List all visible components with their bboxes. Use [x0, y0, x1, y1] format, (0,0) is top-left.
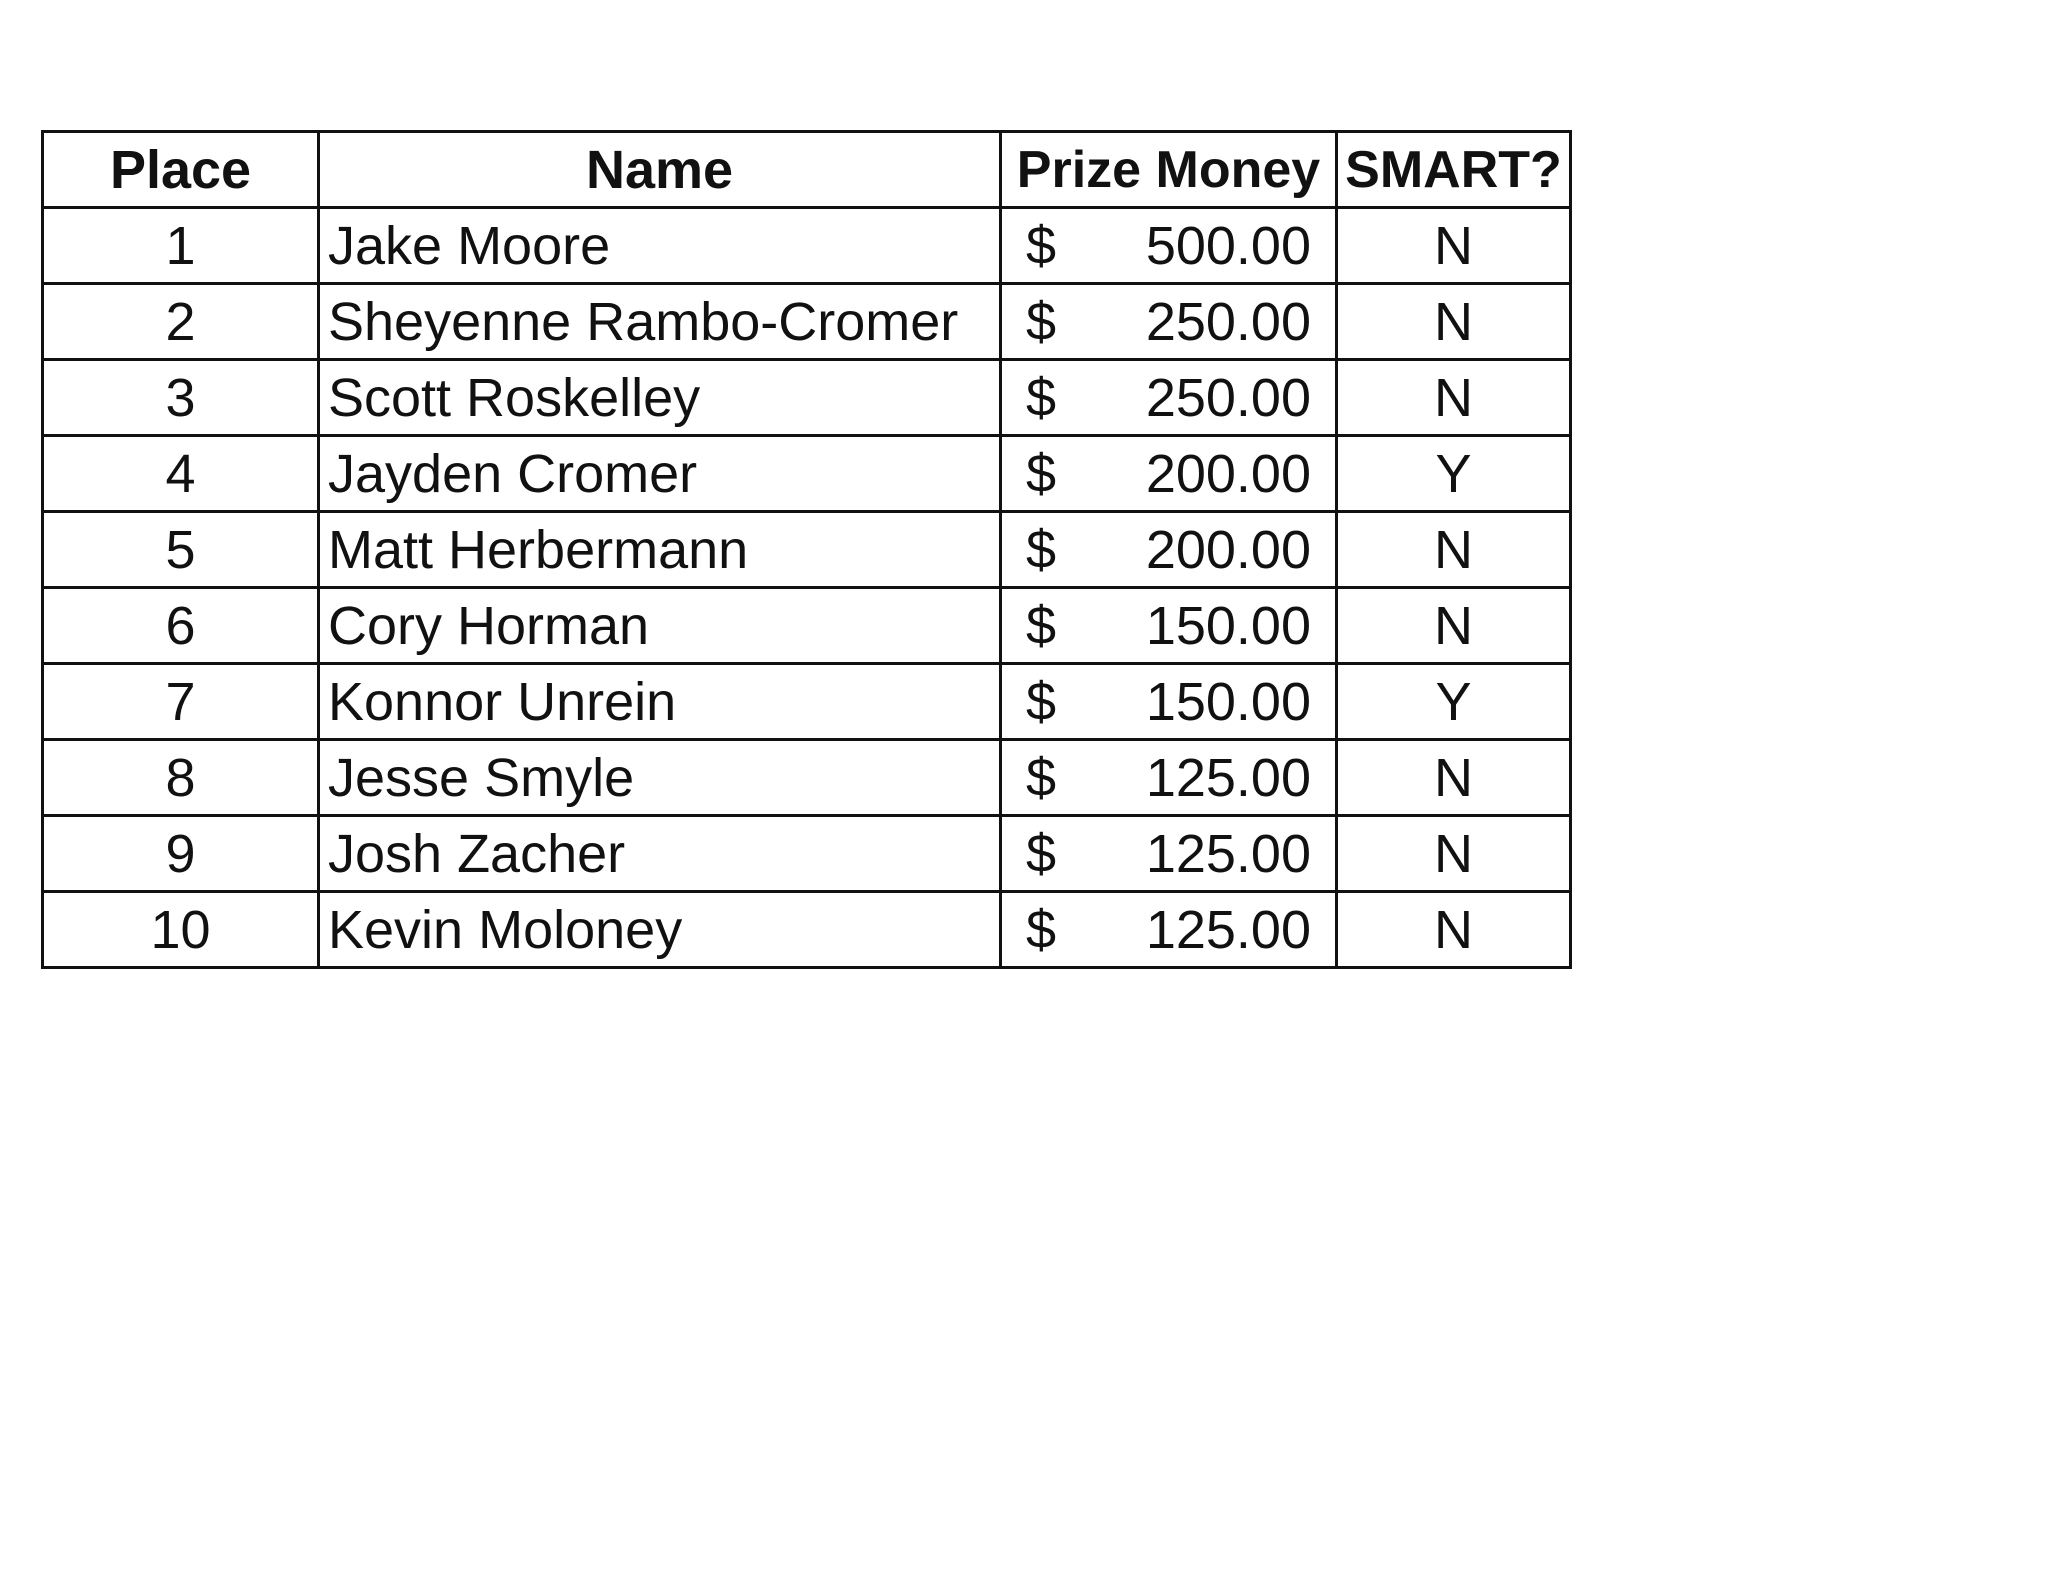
place-cell: 10	[43, 892, 319, 968]
table-body	[43, 208, 1571, 968]
place-cell: 5	[43, 512, 319, 588]
prize-money-cell	[1001, 588, 1337, 664]
header-smart: SMART?	[1337, 132, 1571, 208]
place-cell: 3	[43, 360, 319, 436]
smart-cell: N	[1337, 208, 1571, 284]
smart-cell: N	[1337, 740, 1571, 816]
name-cell: Jesse Smyle	[319, 740, 1001, 816]
smart-cell: N	[1337, 816, 1571, 892]
table-row	[43, 284, 1571, 360]
currency-symbol: $	[1026, 519, 1057, 580]
smart-cell: N	[1337, 588, 1571, 664]
table-row	[43, 208, 1571, 284]
name-cell: Sheyenne Rambo-Cromer	[319, 284, 1001, 360]
table-row	[43, 512, 1571, 588]
currency-symbol: $	[1026, 747, 1057, 808]
prize-money-cell	[1001, 436, 1337, 512]
place-cell: 8	[43, 740, 319, 816]
place-cell: 9	[43, 816, 319, 892]
prize-money-cell	[1001, 512, 1337, 588]
currency-symbol: $	[1026, 899, 1057, 960]
prize-money-cell	[1001, 360, 1337, 436]
table-row	[43, 740, 1571, 816]
table-row	[43, 816, 1571, 892]
prize-amount: 125.00	[1145, 747, 1311, 808]
prize-amount: 200.00	[1145, 519, 1311, 580]
name-cell: Cory Horman	[319, 588, 1001, 664]
prize-amount: 125.00	[1145, 899, 1311, 960]
name-cell: Josh Zacher	[319, 816, 1001, 892]
currency-symbol: $	[1026, 443, 1057, 504]
smart-cell: N	[1337, 284, 1571, 360]
name-cell: Kevin Moloney	[319, 892, 1001, 968]
table-row	[43, 588, 1571, 664]
smart-cell: N	[1337, 360, 1571, 436]
prize-amount: 500.00	[1145, 215, 1311, 276]
prize-results-table	[41, 130, 1572, 969]
smart-cell: N	[1337, 512, 1571, 588]
prize-money-cell	[1001, 740, 1337, 816]
header-prize-money: Prize Money	[1001, 132, 1337, 208]
place-cell: 6	[43, 588, 319, 664]
name-cell: Jayden Cromer	[319, 436, 1001, 512]
table-header	[43, 132, 1571, 208]
place-cell: 1	[43, 208, 319, 284]
header-name: Name	[319, 132, 1001, 208]
currency-symbol: $	[1026, 367, 1057, 428]
name-cell: Scott Roskelley	[319, 360, 1001, 436]
header-row	[43, 132, 1571, 208]
place-cell: 4	[43, 436, 319, 512]
currency-symbol: $	[1026, 595, 1057, 656]
table-row	[43, 892, 1571, 968]
prize-money-cell	[1001, 816, 1337, 892]
prize-money-cell	[1001, 208, 1337, 284]
smart-cell: Y	[1337, 436, 1571, 512]
prize-amount: 150.00	[1145, 595, 1311, 656]
prize-amount: 200.00	[1145, 443, 1311, 504]
prize-amount: 125.00	[1145, 823, 1311, 884]
name-cell: Matt Herbermann	[319, 512, 1001, 588]
currency-symbol: $	[1026, 671, 1057, 732]
name-cell: Konnor Unrein	[319, 664, 1001, 740]
smart-cell: N	[1337, 892, 1571, 968]
table-row	[43, 436, 1571, 512]
prize-amount: 150.00	[1145, 671, 1311, 732]
prize-money-cell	[1001, 284, 1337, 360]
table-row	[43, 360, 1571, 436]
place-cell: 2	[43, 284, 319, 360]
place-cell: 7	[43, 664, 319, 740]
currency-symbol: $	[1026, 823, 1057, 884]
currency-symbol: $	[1026, 291, 1057, 352]
prize-amount: 250.00	[1145, 291, 1311, 352]
currency-symbol: $	[1026, 215, 1057, 276]
prize-amount: 250.00	[1145, 367, 1311, 428]
name-cell: Jake Moore	[319, 208, 1001, 284]
prize-money-cell	[1001, 664, 1337, 740]
table-row	[43, 664, 1571, 740]
header-place: Place	[43, 132, 319, 208]
prize-money-cell	[1001, 892, 1337, 968]
smart-cell: Y	[1337, 664, 1571, 740]
